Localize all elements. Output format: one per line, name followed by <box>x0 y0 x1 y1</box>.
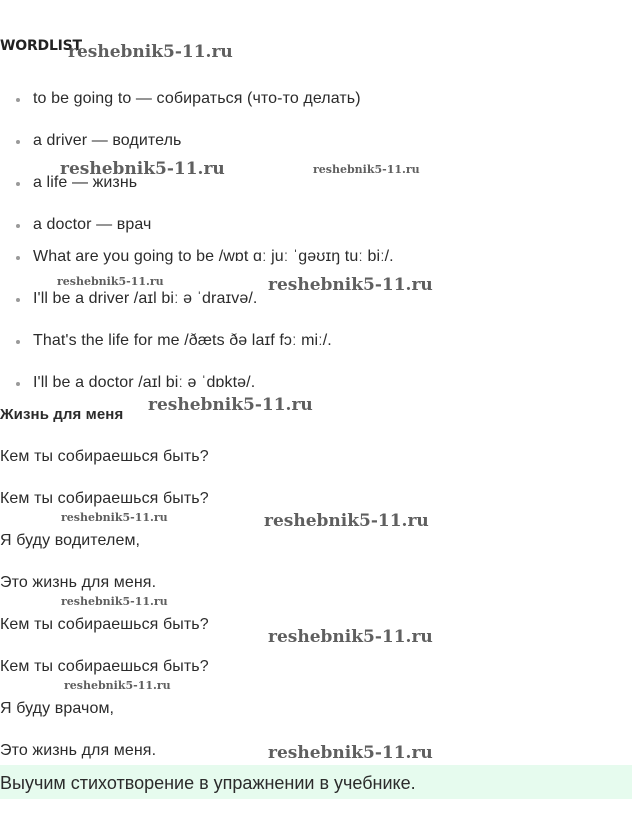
watermark: reshebnik5-11.ru <box>68 42 233 62</box>
list-bullet <box>16 98 20 102</box>
poem-line: Кем ты собираешься быть? <box>0 616 209 633</box>
watermark: reshebnik5-11.ru <box>61 595 168 608</box>
poem-line: Это жизнь для меня. <box>0 574 157 591</box>
wordlist-item: a life — жизнь <box>33 174 138 191</box>
wordlist-item: a driver — водитель <box>33 132 182 149</box>
poem-line: Кем ты собираешься быть? <box>0 448 209 465</box>
list-bullet <box>16 140 20 144</box>
poem-line: Кем ты собираешься быть? <box>0 658 209 675</box>
wordlist-item: I'll be a driver /aɪl biː ə ˈdraɪvə/. <box>33 290 258 307</box>
list-bullet <box>16 382 20 386</box>
wordlist-heading: WORDLIST <box>0 38 82 54</box>
watermark: reshebnik5-11.ru <box>60 159 225 179</box>
poem-line: Я буду врачом, <box>0 700 115 717</box>
final-note: Выучим стихотворение в упражнении в учебнике. <box>0 773 416 793</box>
list-bullet <box>16 224 20 228</box>
poem-line: Это жизнь для меня. <box>0 742 157 759</box>
watermark: reshebnik5-11.ru <box>61 511 168 524</box>
watermark: reshebnik5-11.ru <box>268 627 433 647</box>
watermark: reshebnik5-11.ru <box>148 395 313 415</box>
list-bullet <box>16 298 20 302</box>
wordlist-item: a doctor — врач <box>33 216 152 233</box>
watermark: reshebnik5-11.ru <box>313 163 420 176</box>
poem-title: Жизнь для меня <box>0 406 124 423</box>
watermark: reshebnik5-11.ru <box>64 679 171 692</box>
list-bullet <box>16 340 20 344</box>
watermark: reshebnik5-11.ru <box>264 511 429 531</box>
watermark: reshebnik5-11.ru <box>268 743 433 763</box>
list-bullet <box>16 182 20 186</box>
wordlist-item: I'll be a doctor /aɪl biː ə ˈdɒktə/. <box>33 374 256 391</box>
watermark: reshebnik5-11.ru <box>57 275 164 288</box>
wordlist-item: What are you going to be /wɒt ɑː juː ˈɡəʊɪŋ tuː biː/. <box>33 248 394 265</box>
watermark: reshebnik5-11.ru <box>268 275 433 295</box>
wordlist-item: That's the life for me /ðæts ðə laɪf fɔː miː/. <box>33 332 332 349</box>
list-bullet <box>16 256 20 260</box>
poem-line: Кем ты собираешься быть? <box>0 490 209 507</box>
wordlist-item: to be going to — собираться (что-то делать) <box>33 90 361 107</box>
poem-line: Я буду водителем, <box>0 532 141 549</box>
